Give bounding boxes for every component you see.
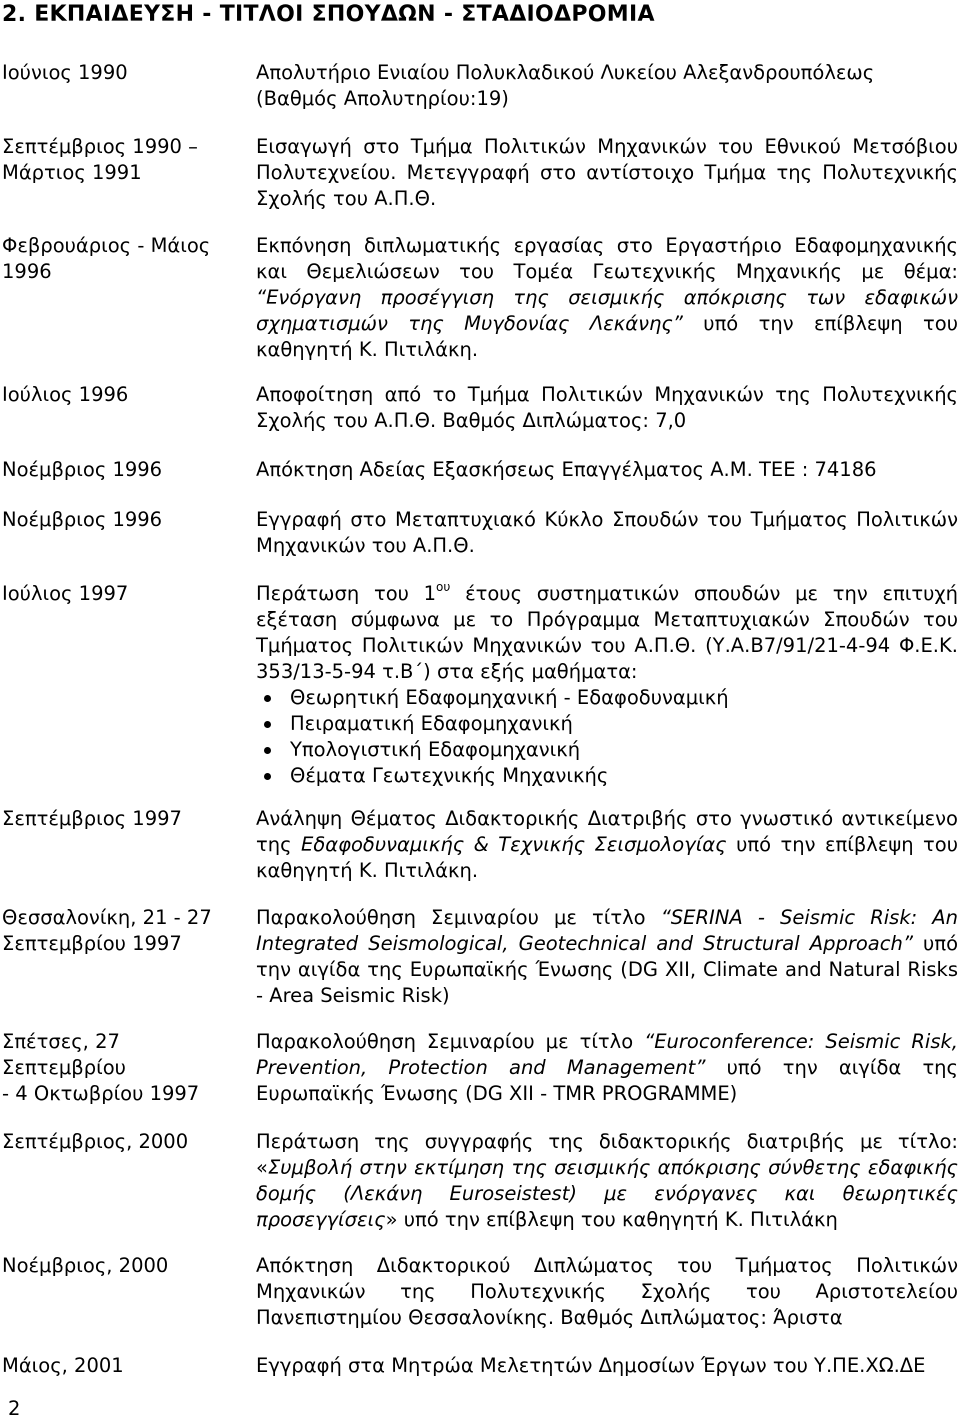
entry-description: Εισαγωγή στο Τμήμα Πολιτικών Μηχανικών του Εθνικού Μετσόβιου Πολυτεχνείου. Μετεγγραφή στο αντίστοιχο Τμήμα της Πολυτεχνικής Σχολής του Α.Π.Θ.: [256, 135, 958, 210]
entry-description: Εκπόνηση διπλωματικής εργασίας στο Εργαστήριο Εδαφομηχανικής και Θεμελιώσεων του Τομέα Γεωτεχνικής Μηχανικής με θέμα: “Ενόργανη προσέγγιση της σεισμικής απόκρισης των εδαφικών σχηματισμών της Μυγδονίας Λεκάνης” υπό την επίβλεψη του καθηγητή Κ. Πιτιλάκη.: [256, 234, 958, 361]
entry-description: Απολυτήριο Ενιαίου Πολυκλαδικού Λυκείου Αλεξανδρουπόλεως (Βαθμός Απολυτηρίου:19): [256, 61, 875, 110]
entry-date: Θεσσαλονίκη, 21 - 27 Σεπτεμβρίου 1997: [2, 906, 212, 955]
entry-description: Απόκτηση Διδακτορικού Διπλώματος του Τμήματος Πολιτικών Μηχανικών της Πολυτεχνικής Σχολής του Αριστοτελείου Πανεπιστημίου Θεσσαλονίκης. Βαθμός Διπλώματος: Άριστα: [256, 1254, 958, 1329]
list-item: Πειραματική Εδαφομηχανική: [256, 711, 958, 737]
entry-date: Φεβρουάριος - Μάιος 1996: [2, 234, 211, 283]
section-title: 2. ΕΚΠΑΙΔΕΥΣΗ - ΤΙΤΛΟΙ ΣΠΟΥΔΩΝ - ΣΤΑΔΙΟΔΡΟΜΙΑ: [2, 2, 655, 27]
entry-description: Περάτωση του $1^{o\upsilon}$ έτους συστηματικών σπουδών με την επιτυχή εξέταση σύμφωνα με το Πρόγραμμα Μεταπτυχιακών Σπουδών του Τμήματος Πολιτικών Μηχανικών του Α.Π.Θ. (Υ.Α.Β7/91/21-4-94 Φ.Ε.Κ. 353/13-5-94 τ.Β΄) στα εξής μαθήματα: Θεωρητική Εδαφομηχανική - Εδαφοδυναμική Πειραματική Εδαφομηχανική Υπολογιστική Εδαφομηχανική Θέματα Γεωτεχνικής Μηχανικής: [256, 579, 958, 787]
entry-description: Εγγραφή στα Μητρώα Μελετητών Δημοσίων Έργων του Υ.ΠΕ.ΧΩ.ΔΕ: [256, 1354, 926, 1377]
entry-date: Ιούλιος 1996: [2, 383, 129, 406]
entry-date: Σεπτέμβριος 1990 – Μάρτιος 1991: [2, 135, 198, 184]
list-item: Θεωρητική Εδαφομηχανική - Εδαφοδυναμική: [256, 685, 958, 711]
entry-date: Νοέμβριος 1996: [2, 508, 163, 531]
list-item: Υπολογιστική Εδαφομηχανική: [256, 737, 958, 763]
course-list: [256, 685, 958, 789]
entry-description: Παρακολούθηση Σεμιναρίου με τίτλο “SERINA - Seismic Risk: An Integrated Seismological, Geotechnical and Structural Approach” υπό την αιγίδα της Ευρωπαϊκής Ένωσης (DG XII, Climate and Natural Risks - Area Seismic Risk): [256, 906, 958, 1007]
seminar-title: “SERINA - Seismic Risk: An Integrated Seismological, Geotechnical and Structural Approach”: [256, 906, 958, 955]
entry-date: Σεπτέμβριος, 2000: [2, 1130, 189, 1153]
entry-description: Ανάληψη Θέματος Διδακτορικής Διατριβής στο γνωστικό αντικείμενο της Εδαφοδυναμικής & Τεχνικής Σεισμολογίας υπό την επίβλεψη του καθηγητή Κ. Πιτιλάκη.: [256, 807, 958, 882]
thesis-title: “Ενόργανη προσέγγιση της σεισμικής απόκρισης των εδαφικών σχηματισμών της Μυγδονίας Λεκάνης”: [256, 286, 958, 335]
list-item: Θέματα Γεωτεχνικής Μηχανικής: [256, 763, 958, 789]
entry-description: Παρακολούθηση Σεμιναρίου με τίτλο “Euroconference: Seismic Risk, Prevention, Protection and Management” υπό την αιγίδα της Ευρωπαϊκής Ένωσης (DG XII - TMR PROGRAMME): [256, 1030, 958, 1105]
dissertation-title: Συμβολή στην εκτίμηση της σεισμικής απόκρισης σύνθετης εδαφικής δομής (Λεκάνη Euroseistest) με ενόργανες και θεωρητικές προσεγγίσεις: [256, 1156, 958, 1231]
seminar-title: “Euroconference: Seismic Risk, Prevention, Protection and Management”: [256, 1030, 958, 1079]
entry-date: Νοέμβριος 1996: [2, 458, 163, 481]
entry-date: Νοέμβριος, 2000: [2, 1254, 169, 1277]
entry-date: Μάιος, 2001: [2, 1354, 124, 1377]
entry-date: Σεπτέμβριος 1997: [2, 807, 182, 830]
entry-description: Απόκτηση Αδείας Εξασκήσεως Επαγγέλματος Α.Μ. ΤΕΕ : 74186: [256, 458, 877, 481]
page-number: 2: [8, 1397, 21, 1420]
entry-description: Εγγραφή στο Μεταπτυχιακό Κύκλο Σπουδών του Τμήματος Πολιτικών Μηχανικών του Α.Π.Θ.: [256, 508, 958, 557]
entry-date: Ιούλιος 1997: [2, 582, 129, 605]
entry-date: Ιούνιος 1990: [2, 61, 128, 84]
entry-description: Αποφοίτηση από το Τμήμα Πολιτικών Μηχανικών της Πολυτεχνικής Σχολής του Α.Π.Θ. Βαθμός Διπλώματος: 7,0: [256, 383, 958, 432]
research-field: Εδαφοδυναμικής & Τεχνικής Σεισμολογίας: [301, 833, 727, 856]
entry-description: Περάτωση της συγγραφής της διδακτορικής διατριβής με τίτλο: «Συμβολή στην εκτίμηση της σεισμικής απόκρισης σύνθετης εδαφικής δομής (Λεκάνη Euroseistest) με ενόργανες και θεωρητικές προσεγγίσεις» υπό την επίβλεψη του καθηγητή Κ. Πιτιλάκη: [256, 1130, 958, 1231]
entry-date: Σπέτσες, 27 Σεπτεμβρίου - 4 Οκτωβρίου 1997: [2, 1030, 200, 1105]
